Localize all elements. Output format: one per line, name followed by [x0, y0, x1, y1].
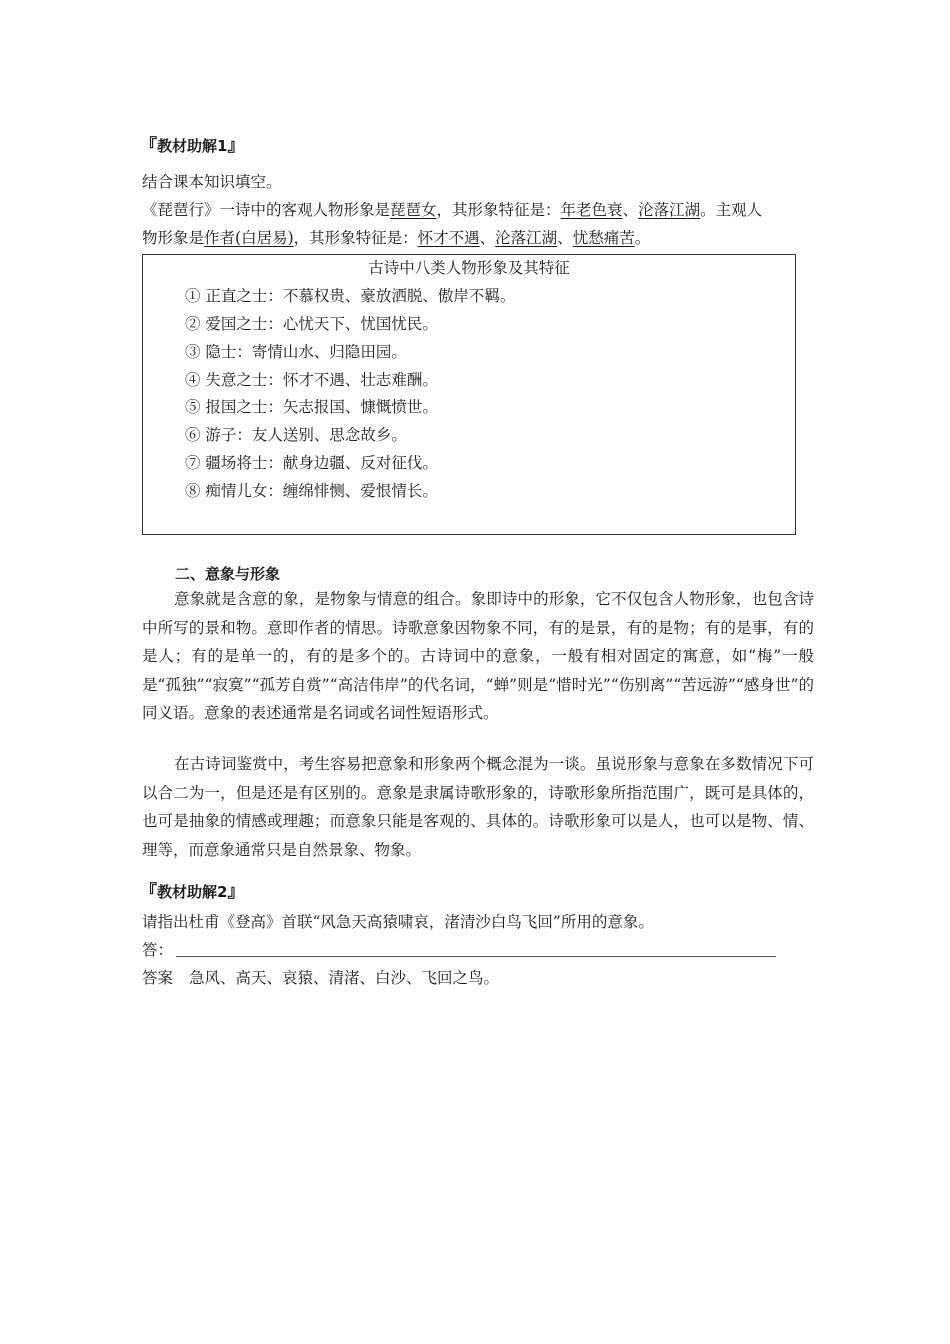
fill-answer: 琵琶女: [390, 201, 437, 219]
fill-line-1: [142, 200, 762, 220]
answer-blank-line[interactable]: [176, 956, 776, 957]
fill-answer: 作者(白居易): [204, 229, 294, 247]
section-heading-2: [140, 882, 244, 902]
bracket-close: 』: [227, 136, 245, 156]
paragraph-1: 意象就是含意的象，是物象与情意的组合。象即诗中的形象，它不仅包含人物形象，也包含诗中所写的景和物。意即作者的情思。诗歌意象因物象不同，有的是景，有的是物；有的是事，有的是人；有的是单一的，有的是多个的。古诗词中的意象，一般有相对固定的寓意，如“梅”一般是“孤独”“寂寞”“孤芳自赏”“高洁伟岸”的代名词，“蝉”则是“惜时光”“伤别离”“苦远游”“感身世”的同义语。意象的表述通常是名词或名词性短语形式。: [142, 590, 814, 723]
fill-answer: 年老色衰: [560, 201, 623, 219]
answer-row: [142, 968, 499, 988]
fill-text: 、: [557, 229, 573, 247]
box-item: ⑧ 痴情儿女：缠绵悱恻、爱恨情长。: [185, 482, 438, 500]
fill-answer: 沦落江湖: [638, 201, 701, 219]
box-item: ⑤ 报国之士：矢志报国、慷慨愤世。: [185, 398, 438, 416]
fill-text: 物形象是: [142, 229, 205, 247]
box-title: 古诗中八类人物形象及其特征: [368, 259, 570, 277]
fill-text: 。: [634, 229, 651, 247]
box-item: ② 爱国之士：心忧天下、忧国忧民。: [185, 315, 438, 333]
fill-text: 、: [479, 229, 496, 247]
fill-answer: 怀才不遇: [417, 229, 480, 247]
section-title-2: 二、意象与形象: [175, 565, 281, 583]
bracket-open: 『: [140, 136, 157, 156]
box-item: ⑥ 游子：友人送别、思念故乡。: [185, 426, 407, 444]
section-heading-1: [140, 136, 244, 156]
paragraph-2: 在古诗词鉴赏中，考生容易把意象和形象两个概念混为一谈。虽说形象与意象在多数情况下可以合二为一，但是还是有区别的。意象是隶属诗歌形象的，诗歌形象所指范围广，既可是具体的，也可是抽象的情感或理趣；而意象只能是客观的、具体的。诗歌形象可以是人，也可以是物、情、理等，而意象通常只是自然景象、物象。: [142, 755, 814, 859]
fill-text: ，其形象特征是：: [436, 201, 561, 219]
fill-text: 、: [622, 201, 639, 219]
answer-label: 答案: [142, 969, 174, 987]
fill-text: 。主观人: [700, 201, 763, 219]
answer-prompt: 答：: [142, 941, 174, 959]
bracket-close: 』: [227, 882, 245, 902]
question-text: 请指出杜甫《登高》首联“风急天高猿啸哀，渚清沙白鸟飞回”所用的意象。: [142, 913, 654, 931]
box-item: ③ 隐士：寄情山水、归隐田园。: [185, 343, 407, 361]
section-label: 教材助解1: [157, 137, 228, 155]
section-label: 教材助解2: [157, 883, 228, 901]
intro-text: 结合课本知识填空。: [142, 173, 282, 191]
box-item: ④ 失意之士：怀才不遇、壮志难酬。: [185, 371, 438, 389]
character-types-box: [142, 254, 796, 535]
box-item: ① 正直之士：不慕权贵、豪放洒脱、傲岸不羁。: [185, 287, 516, 305]
fill-text: 《琵琶行》一诗中的客观人物形象是: [142, 201, 391, 219]
answer-text: 急风、高天、哀猿、清渚、白沙、飞回之鸟。: [189, 969, 500, 987]
box-item: ⑦ 疆场将士：献身边疆、反对征伐。: [185, 454, 438, 472]
fill-text: ，其形象特征是：: [293, 229, 418, 247]
fill-line-2: [142, 228, 650, 248]
fill-answer: 沦落江湖: [495, 229, 558, 247]
bracket-open: 『: [140, 882, 157, 902]
fill-answer: 忧愁痛苦: [572, 229, 635, 247]
